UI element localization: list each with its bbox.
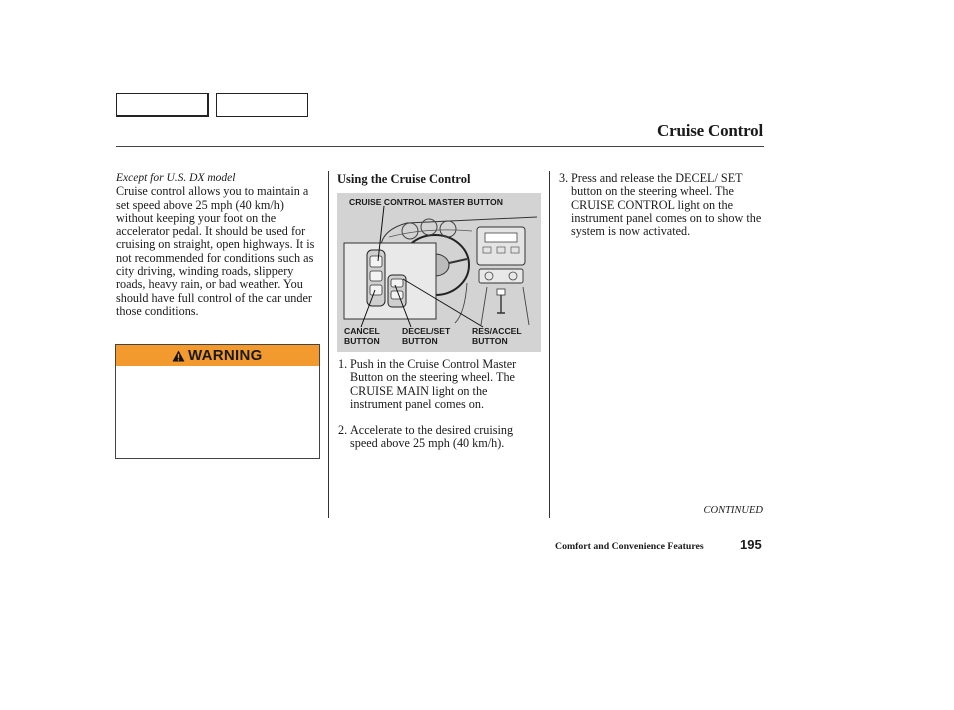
step-text: Press and release the DECEL/ SET button on the steering wheel. The CRUISE CONTROL light on the instrument panel comes on to show the system is now activated.: [571, 171, 762, 239]
cancel-button-label: CANCEL BUTTON: [344, 326, 380, 346]
section-heading: Using the Cruise Control: [337, 172, 471, 186]
step-text: Accelerate to the desired cruising speed above 25 mph (40 km/h).: [350, 423, 514, 451]
footer-section-title: Comfort and Convenience Features: [555, 541, 704, 552]
step-text: Push in the Cruise Control Master Button on the steering wheel. The CRUISE MAIN light on the instrument panel comes on.: [350, 357, 517, 411]
nav-tab-table-of-contents[interactable]: [216, 93, 308, 117]
step-item: [338, 358, 540, 411]
continued-label: CONTINUED: [703, 505, 763, 516]
res-accel-button-label: RES/ACCEL BUTTON: [472, 326, 522, 346]
step-number: 3.: [559, 171, 569, 185]
page-title: Cruise Control: [657, 121, 763, 140]
nav-tab-main-menu[interactable]: [116, 93, 209, 117]
model-note: Except for U.S. DX model: [116, 172, 236, 184]
decel-set-button-label: DECEL/SET BUTTON: [402, 326, 451, 346]
warning-label: WARNING: [188, 347, 263, 364]
intro-section: [116, 172, 322, 318]
warning-header: [116, 345, 319, 366]
using-cruise-section: [337, 172, 545, 186]
page-number: 195: [740, 537, 762, 552]
step-item: [338, 424, 540, 451]
warning-triangle-icon: [172, 350, 185, 362]
steps-list-continued: [559, 172, 763, 238]
step-number: 2.: [338, 423, 348, 438]
title-divider: [116, 146, 764, 147]
step-number: 1.: [338, 357, 348, 371]
steps-list: [338, 358, 540, 451]
intro-paragraph: Cruise control allows you to maintain a set speed above 25 mph (40 km/h) without keeping your foot on the accelerator pedal. It should be used for cruising on straight, open highways. It is not recommended for conditions such as city driving, winding roads, slippery roads, heavy rain, or bad weather. You should have full control of the car under those conditions.: [116, 184, 315, 318]
figure-caption: CRUISE CONTROL MASTER BUTTON: [349, 197, 503, 207]
column-divider: [549, 171, 550, 518]
column-divider: [328, 171, 329, 518]
step-item: [559, 172, 763, 238]
cruise-control-diagram: [337, 193, 541, 352]
warning-box: [115, 344, 320, 459]
